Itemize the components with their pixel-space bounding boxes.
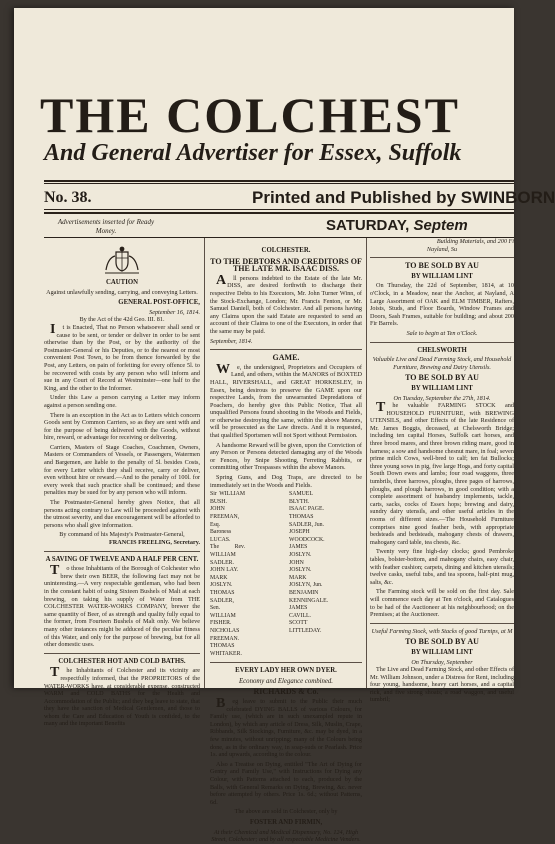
sale-date: On Tuesday, September the 27th, 1814.: [393, 394, 491, 402]
signature: FRANCIS FREELING, Secretary.: [109, 539, 200, 546]
sale-paragraph: On Thursday, the 22d of September, 1814, at 10 o'Clock, in a Meadow, near the Anchor, at Nayland, A Large Assortment of OAK and ELM TIMBER, Rafters, Joists, Studs, and Floor Boards, Window Frames and Doors, Sash Frames, suitable for building; and about 200 Fir Barrels.: [370, 282, 514, 328]
signatories-right: [289, 491, 362, 658]
signatory-name: SAMUEL BLYTH.: [289, 491, 313, 505]
debtors-date: September, 1814.: [210, 337, 253, 345]
richards-heading: RICHARDS & Co.: [253, 687, 319, 697]
column-2: [210, 244, 362, 844]
column-divider: [204, 238, 205, 688]
richards-sold-by: The above are sold in Colchester, only by: [234, 808, 338, 816]
signatory-name: WILLIAM FISHER.: [210, 612, 236, 627]
divider: [370, 342, 514, 343]
advertisements-note: Advertisements inserted for Ready Money.: [57, 218, 155, 235]
caution-paragraph: There is an exception in the Act as to Letters which concern Goods sent by Common Carriers, so as they are sent with and for the purpose of being delivered with the Goods, without hire, reward, or advantage for receiving or delivering.: [44, 411, 200, 442]
sale-paragraph: Twenty very fine high-day clocks; good Pembroke tables, bolster-bottom, and mahogany chairs, easy chair, with feather cushion; carpets, dining and kitchen utensils; twelve casks, useful tubs, and tea spoons, half-pint mug, salts, &c.: [370, 548, 514, 586]
signatory-name: NICHOLAS FREEMAN.: [210, 627, 240, 642]
sale-paragraph: The Farming stock will be sold on the first day. Sale will commence each day at Ten o'clock, and Catalogues to be had of the Auctioneer at his neighbourhood; on the Premises; at the Auctioneer.: [370, 588, 514, 619]
divider: [370, 257, 514, 258]
signatory-name: MARK JOSLYN.: [210, 574, 233, 589]
royal-arms-icon: [102, 246, 142, 276]
sale-intro: Building Materials, and 200 Fi: [436, 238, 514, 245]
masthead-subtitle: And General Advertiser for Essex, Suffolk: [44, 140, 462, 166]
divider: [370, 623, 514, 624]
sale-paragraph: The Live and Dead Farming Stock, and other Effects of Mr. William Johnson, under a Distress for Rent, including four young, handsome, heavy cart horses, and a capital rick, and five strong shoats; a road waggon, and useful tumbril;: [370, 666, 514, 704]
caution-paragraph: The Postmaster-General hereby gives Notice, that all persons acting contrary to Law will be proceeded against with the utmost severity, and due encouragement will be afforded to persons who shall give information.: [44, 499, 200, 529]
sale-title: TO BE SOLD BY AU: [405, 261, 479, 271]
sellers-name: FOSTER AND FIRMIN,: [249, 818, 323, 826]
masthead-title: THE COLCHEST: [40, 87, 460, 143]
signatory-name: JOHN LAY.: [210, 567, 239, 574]
rule: [44, 209, 514, 210]
sale-date: On Thursday, September: [411, 658, 473, 666]
command-line: By command of his Majesty's Postmaster-General,: [59, 531, 185, 539]
column-divider: [366, 238, 367, 688]
signatory-name: THOMAS WHITAKER.: [210, 643, 242, 657]
caution-subtitle: Against unlawfully sending, carrying, and conveying Letters.: [46, 288, 198, 296]
saving-paragraph: To those Inhabitants of the Borough of Colchester who brew their own BEER, the following fact may not be uninteresting.—A very respectable gentleman, who had been in the constant habit of using Sixteen Bushels of Malt at each brewing, on taking his supply of Water from THE COLCHESTER WATER-WORKS COMPANY, brewer the same quantity of Beer, of as strength and quality fully equal to the former, from Fourteen Bushels of Malt only. We believe many other instances might be adduced of the peculiar fitness of this Water, and only for the purpose of brewing, but for all other domestic uses.: [44, 563, 200, 649]
signatories-left: [210, 491, 283, 658]
signatory-name: JOHN FREEMAN, Esq.: [210, 506, 240, 528]
auctioneer: BY WILLIAM LINT: [411, 272, 473, 280]
sale-title: TO BE SOLD BY AU: [405, 373, 479, 383]
sellers-address: At their Chemical and Medical Dispensary, No. 124, High Street, Colchester; and by all respectable Medicine Venders.: [211, 828, 361, 844]
caution-paragraph: It is Enacted, That no Person whatsoever shall send or cause to be sent, or tender or deliver in order to be sent otherwise than by the Post, or by the authority of the Postmaster-General or his Deputies, or to the nearest or most convenient Post Town, to be from thence forwarded by the Post, any Letters, on pain of forfeiting for every offence 5l. to be recovered with costs by any person who will inform and sue in any Court of Record at Westminster—one half to the King, and the other to the Informer.: [44, 321, 200, 392]
act-line: By the Act of the 42d Geo. III. 81.: [79, 316, 165, 324]
signatory-name: JOSEPH WOODCOCK.: [289, 529, 325, 543]
signatory-name: THOMAS SADLER, Sen.: [210, 589, 235, 612]
issue-number: No. 38.: [44, 189, 92, 206]
date-rest: Septem: [413, 217, 468, 234]
caution-paragraph: Under this Law a person carrying a Letter may inform against a person sending one.: [44, 394, 200, 409]
lady-subtitle: Economy and Elegance combined.: [239, 677, 333, 685]
sale-note: Sale to begin at Ten o'Clock.: [406, 329, 478, 337]
column-1: [44, 244, 200, 728]
baths-title: COLCHESTER HOT AND COLD BATHS.: [58, 657, 186, 665]
sale-title: TO BE SOLD BY AU: [405, 637, 479, 647]
baths-paragraph: The Inhabitants of Colchester and its vicinity are respectfully informed, that the PROPRIETORS of the WATER-WORKS have, at considerable expense, constructed WARM and COLD BATHS for the Health and Accommodation of the Public; and they beg leave to state, that they have the sanction of Medical Gentlemen, and those to whom the Care and Education of Youth is confided, to the many and the important Benefits: [44, 665, 200, 728]
rule: [44, 212, 514, 214]
signatory-name: MARK JOSLYN, Jun.: [289, 574, 323, 589]
signatory-name: JAMES CAVILL.: [289, 605, 311, 619]
caution-title: CAUTION: [105, 279, 139, 286]
divider: [44, 653, 200, 654]
office-heading: GENERAL POST-OFFICE,: [118, 299, 200, 307]
sale-paragraph: The valuable FARMING STOCK and HOUSEHOLD FURNITURE, with BREWING UTENSILS, and other Effects of the late Residence of Mr. James Boggis, deceased, at Chelsworth Bridge; including ten capital Horses, Suffolk cart horses, and three brood mares, and three brown riding mare, good in harness; a sow and handsome chesnut mare, in foal; seven prime milch Cows, well-bred to calf; ten fat Bullocks; three young sows in pig, five large Hogs, and forty capital South Down ewes and lambs; four road waggons, three tumbrils, three harrows, ploughs, three pages of harrows, ploughs, and plough harrows, in good condition; with a complete assortment of husbandry implements, tackle, carts, sacks, cocks of Essex hops; brewing and dairy, sundry dairy utensils, and other useful articles in the rooms of different sizes.—The Household Furniture comprises nine good feather beds, with appropriate bedsteads and bedsteads, mahogany chests of drawers, mahogany card table, tea chests, &c.: [370, 400, 514, 546]
game-title: GAME.: [272, 353, 300, 363]
sale-intro: Nayland, Su: [426, 245, 458, 253]
signatory-name: BENJAMIN KENNINGALE.: [289, 589, 329, 604]
signatory-name: SCOTT LITTLEDAY.: [289, 620, 322, 634]
sale-intro: Valuable Live and Dead Farming Stock, and Household Furniture, Brewing and Dairy Utensils.: [372, 356, 512, 371]
lady-title: EVERY LADY HER OWN DYER.: [235, 667, 337, 675]
place-heading: COLCHESTER.: [261, 247, 311, 254]
auctioneer: BY WILLIAM LINT: [411, 384, 473, 392]
richards-paragraph: Beg leave to submit to the Public their much celebrated DYING BALLS of various Colours, for Family use, (which are in such unexampled repute in London), by which any article of Dress, Silk, Muslin, Crape, Ribbands, Silk Stockings, Furniture, &c. may be dyed, in a few minutes, without unripping; many of the Colours being done, as in the ordinary way, in soap-suds or Pearlash. Price 1s. and upwards, according to the colour.: [210, 696, 362, 759]
game-paragraph: A handsome Reward will be given, upon the Conviction of any Person or Persons detected damaging any of the Woods or Fences, by Snipe Shooting, Ferreting Rabbits, or committing other Trespasses within the above Manors.: [210, 441, 362, 472]
date-day: SATURDAY,: [326, 217, 410, 234]
saving-title: A SAVING OF TWELVE AND A HALF PER CENT.: [45, 555, 199, 563]
caution-paragraph: Carriers, Masters of Stage Coaches, Coachmen, Owners, Masters or Commanders of Vessels, or Passengers, Watermen and Bargemen, are liable to the penalty of 5l. besides Costs, for every Letter which they shall receive, carry or deliver, even without hire or reward.—And to the penalty of 100l. for every week that such practice shall be continued; and these penalties may be sued for by any person who will inform.: [44, 443, 200, 497]
signatories: [210, 491, 362, 658]
signatory-name: Sir WILLIAM BUSH.: [210, 491, 246, 505]
auctioneer: BY WILLIAM LINT: [411, 648, 473, 656]
sale-intro: Useful Farming Stock, with Stacks of good Turnips, at M: [371, 627, 513, 635]
signatory-name: JOHN JOSLYN.: [289, 559, 312, 574]
game-paragraph: We, the undersigned, Proprietors and Occupiers of Land, and others, within the MANORS of BOXTED HALL, RIVERSHALL, and GREAT HORKESLEY, in Essex, being desirous to preserve the GAME upon our respective Lands, from the unwarranted Depredations of Poachers, do hereby give this Public Notice, That all unqualified Persons found shooting in the Woods and Fields, or otherwise destroying the same, within the above Manors, will be prosecuted as the Law directs. And it is requested, that qualified Sportsmen will not Sport without Permission.: [210, 361, 362, 440]
signatory-name: ISAAC PAGE.: [289, 506, 324, 513]
printer-line: Printed and Published by SWINBORN: [252, 188, 555, 207]
place-heading: CHELSWORTH: [417, 346, 467, 354]
office-date: September 16, 1814.: [149, 308, 200, 316]
issue-date: [326, 217, 468, 234]
debtors-paragraph: All persons indebted to the Estate of the late Mr. DISS, are desired forthwith to discharge their respective Debts to his Executors, Mr. John Turner Winn, of the Stock-Exchange, London; Mr. Francis Fenton, or Mr. Samuel Daniell, both of Colchester. And all persons having any Claims upon the said Estate are requested to send an account of their Claims to one of the Executors, in order that the same may be paid.: [210, 272, 362, 335]
signatory-name: THOMAS SADLER, Jun.: [289, 514, 324, 528]
divider: [44, 551, 200, 552]
rule: [44, 183, 514, 184]
signatory-name: The Rev. WILLIAM SADLER.: [210, 544, 246, 566]
signatory-name: JAMES JOSLYN.: [289, 544, 312, 558]
divider: [210, 662, 362, 663]
divider: [210, 349, 362, 350]
rule: [44, 180, 514, 182]
column-3: [370, 238, 514, 704]
newspaper-page: [14, 8, 555, 844]
richards-paragraph: Also a Treatise on Dying, entitled "The Art of Dying for Gentry and Family Use," with Instructions for Dying any Colour, with Patterns attached to each, produced by the Balls, with General Remarks on Dying, Brewing, &c. never before attempted by others. Price 1s. 6d.; without Patterns, 6d.: [210, 760, 362, 806]
signatory-name: Baroness LUCAS.: [210, 529, 232, 543]
game-paragraph: Spring Guns, and Dog Traps, are directed to be immediately set in the Woods and Fields.: [210, 474, 362, 489]
debtors-title: TO THE DEBTORS AND CREDITORS OF THE LATE MR. ISAAC DISS.: [210, 256, 362, 274]
